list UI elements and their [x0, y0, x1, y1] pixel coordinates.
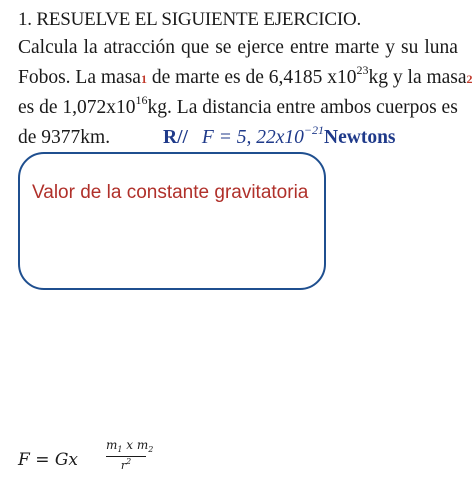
- word: atracción: [103, 37, 176, 58]
- answer-label: R//: [163, 127, 188, 148]
- problem-line-4: [18, 123, 458, 153]
- exercise-heading: 1. RESUELVE EL SIGUIENTE EJERCICIO.: [18, 9, 362, 30]
- mass-subscript-1: 1: [140, 72, 147, 86]
- formula-denominator: [106, 459, 146, 473]
- answer: [163, 123, 396, 154]
- exponent-16: 16: [135, 93, 148, 107]
- answer-formula: F = 5, 22x10: [201, 127, 304, 148]
- line3-text-b: kg. La distancia entre ambos cuerpos es: [147, 97, 458, 118]
- mass-subscript-2: 2: [466, 72, 473, 86]
- gravitational-constant-callout: [18, 152, 326, 290]
- word: marte: [334, 37, 380, 58]
- line2-text-a: Fobos. La masa: [18, 67, 141, 88]
- word: Calcula: [18, 37, 78, 58]
- denominator-r: r: [120, 459, 127, 472]
- word: ejerce: [237, 37, 284, 58]
- line3-text-a: es de 1,072x10: [18, 97, 136, 118]
- line2-text-c: kg y la masa: [368, 67, 467, 88]
- word: y: [385, 37, 396, 58]
- callout-text: Valor de la constante gravitatoria: [32, 182, 309, 203]
- problem-line-1: [18, 33, 458, 63]
- line4-text-a: de 9377km.: [18, 127, 111, 148]
- word: entre: [289, 37, 329, 58]
- line2-text-b: de marte es de 6,4185 x10: [146, 67, 357, 88]
- problem-statement: [18, 33, 473, 153]
- numerator-sub-1: 1: [117, 445, 123, 454]
- answer-exponent: −21: [303, 123, 325, 137]
- word: luna: [424, 37, 458, 58]
- exponent-23: 23: [356, 63, 369, 77]
- formula-lhs: F = Gx: [18, 450, 79, 470]
- formula-fraction: [106, 438, 154, 473]
- numerator-sub-2: 2: [148, 445, 154, 454]
- numerator-m1: m: [106, 438, 118, 452]
- problem-line-3: [18, 93, 458, 123]
- problem-line-2: [18, 63, 473, 93]
- numerator-mid: x m: [122, 438, 149, 452]
- denominator-exponent: 2: [126, 457, 132, 466]
- word: la: [83, 37, 98, 58]
- answer-unit: Newtons: [324, 127, 396, 148]
- word: se: [215, 37, 232, 58]
- word: su: [401, 37, 419, 58]
- formula-numerator: [106, 438, 154, 454]
- word: que: [181, 37, 210, 58]
